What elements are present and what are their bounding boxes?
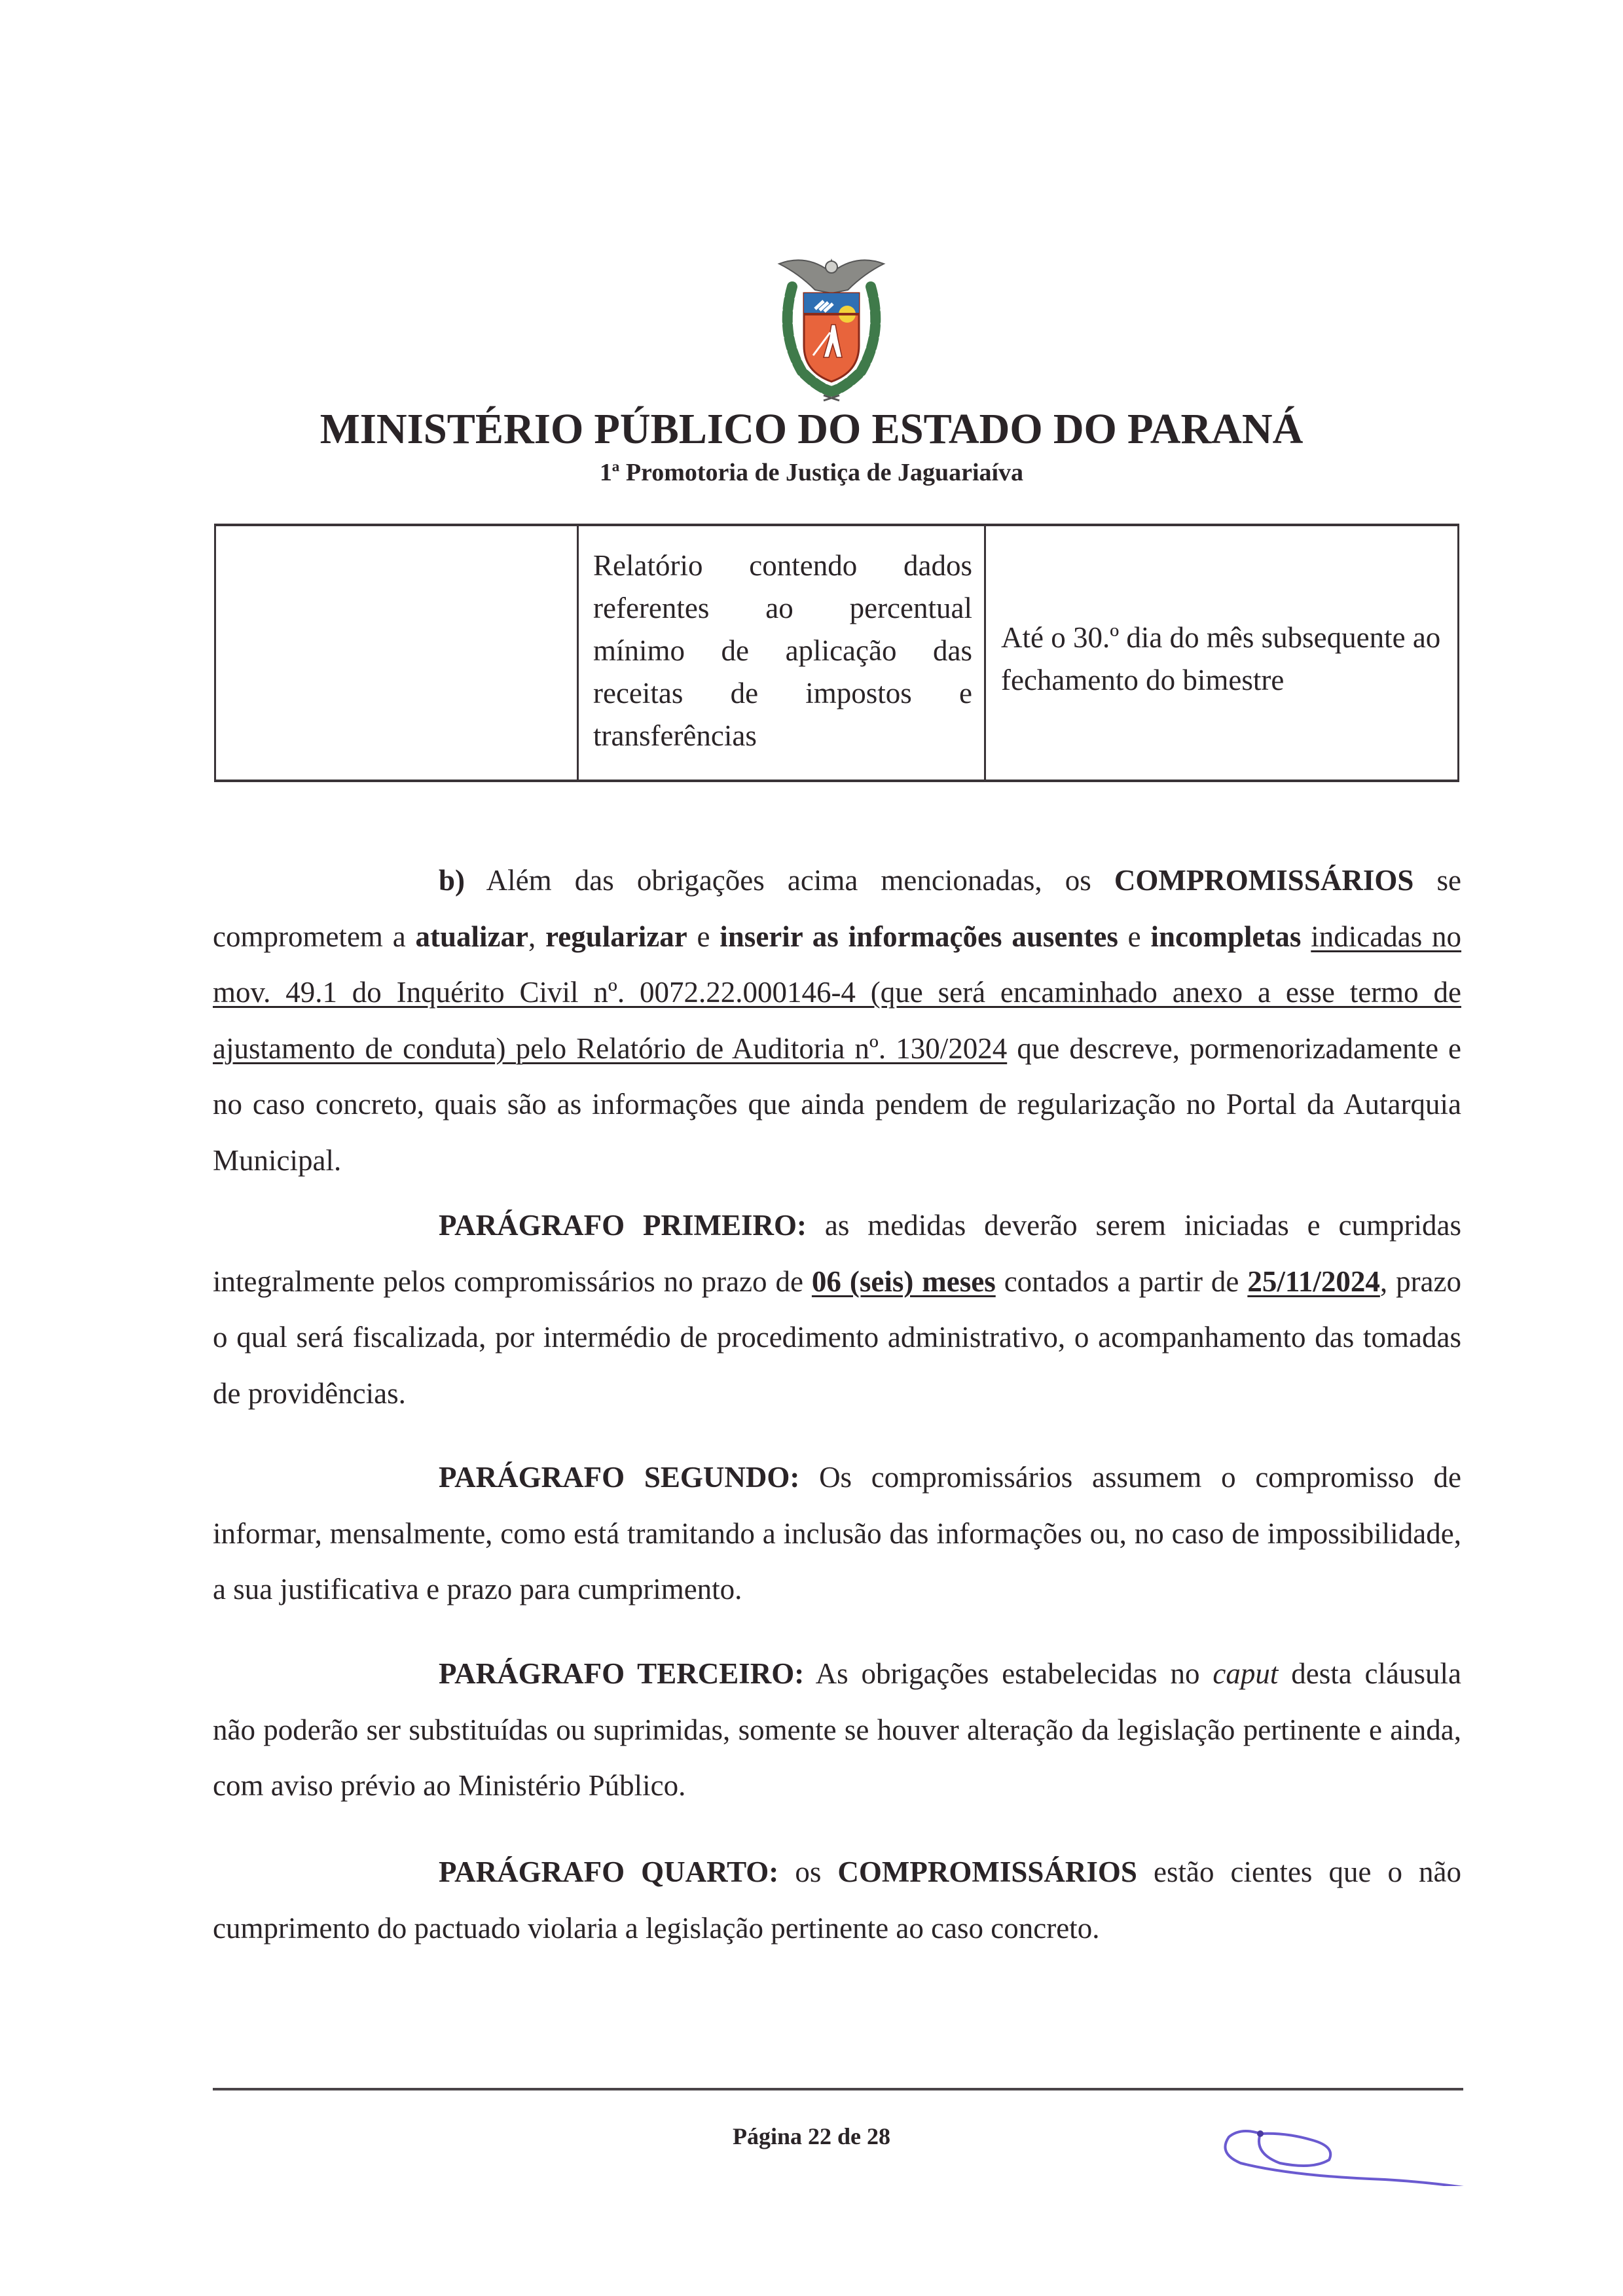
emphasis: COMPROMISSÁRIOS xyxy=(1114,864,1414,897)
table-cell-obligation xyxy=(579,526,986,780)
table-cell-deadline xyxy=(988,526,1457,780)
text: desta cláusula não poderão ser substituídas ou suprimidas, somente se houver alteração da legislação pertinente e ainda, com aviso prévio ao Ministério Público. xyxy=(213,1657,1461,1802)
text: e xyxy=(687,920,720,953)
emphasis: atualizar xyxy=(415,920,528,953)
paragraph-terceiro xyxy=(213,1646,1461,1814)
paragraph-segundo xyxy=(213,1450,1461,1618)
start-date: 25/11/2024 xyxy=(1247,1265,1380,1298)
text: , xyxy=(528,920,546,953)
table-cell-text: Relatório contendo dados referentes ao percentual mínimo de aplicação das receitas de impostos e transferências xyxy=(593,549,972,752)
paragraph-label: PARÁGRAFO SEGUNDO: xyxy=(439,1461,800,1494)
text: estão cientes que o não cumprimento do pactuado violaria a legislação pertinente ao caso concreto. xyxy=(213,1856,1462,1945)
text: contados a partir de xyxy=(995,1265,1248,1298)
text: e xyxy=(1118,920,1151,953)
text: , prazo o qual será fiscalizada, por intermédio de procedimento administrativo, o acompanhamento das tomadas de providências. xyxy=(213,1265,1462,1410)
obligations-table xyxy=(214,524,1459,782)
footer-divider xyxy=(213,2088,1463,2090)
text: As obrigações estabelecidas no xyxy=(804,1657,1213,1690)
emphasis: inserir as informações ausentes xyxy=(720,920,1118,953)
institution-subtitle: 1ª Promotoria de Justiça de Jaguariaíva xyxy=(599,459,1024,486)
emphasis: COMPROMISSÁRIOS xyxy=(837,1856,1137,1888)
table-cell-text: Até o 30.º dia do mês subsequente ao fechamento do bimestre xyxy=(1001,621,1441,696)
institution-title: MINISTÉRIO PÚBLICO DO ESTADO DO PARANÁ xyxy=(319,405,1304,453)
emphasis: regularizar xyxy=(545,920,687,953)
paragraph-primeiro xyxy=(213,1198,1461,1422)
page-number: Página 22 de 28 xyxy=(732,2123,890,2149)
signature-initials xyxy=(1214,2108,1503,2186)
paragraph-label: PARÁGRAFO QUARTO: xyxy=(439,1856,779,1888)
text: que descreve, pormenorizadamente e no caso concreto, quais são as informações que ainda pendem de regularização no Portal da Autarquia Municipal. xyxy=(213,1031,1462,1177)
paragraph-quarto xyxy=(213,1844,1461,1956)
text: se comprometem a xyxy=(213,864,1461,953)
deadline-term: 06 (seis) meses xyxy=(811,1265,996,1298)
text: os xyxy=(778,1856,838,1888)
paragraph-b xyxy=(213,853,1461,1189)
text: Além das obrigações acima mencionadas, os xyxy=(465,864,1114,897)
coat-of-arms-logo xyxy=(766,241,897,404)
paragraph-label: PARÁGRAFO TERCEIRO: xyxy=(439,1657,805,1690)
underlined-reference: indicadas no mov. 49.1 do Inquérito Civil nº. 0072.22.000146-4 (que será encaminhado anexo a esse termo de ajustamento de conduta) pelo Relatório de Auditoria nº. 130/2024 xyxy=(213,920,1462,1065)
italic-term: caput xyxy=(1213,1657,1279,1690)
text: Os compromissários assumem o compromisso de informar, mensalmente, como está tramitando a inclusão das informações ou, no caso de impossibilidade, a sua justificativa e prazo para cumprimento. xyxy=(213,1461,1461,1605)
emphasis: incompletas xyxy=(1150,920,1302,953)
table-cell-empty xyxy=(216,526,579,780)
item-label: b) xyxy=(439,864,465,897)
paragraph-label: PARÁGRAFO PRIMEIRO: xyxy=(439,1209,807,1242)
text: as medidas deverão serem iniciadas e cumpridas integralmente pelos compromissários no prazo de xyxy=(213,1209,1461,1298)
text xyxy=(1301,920,1311,953)
